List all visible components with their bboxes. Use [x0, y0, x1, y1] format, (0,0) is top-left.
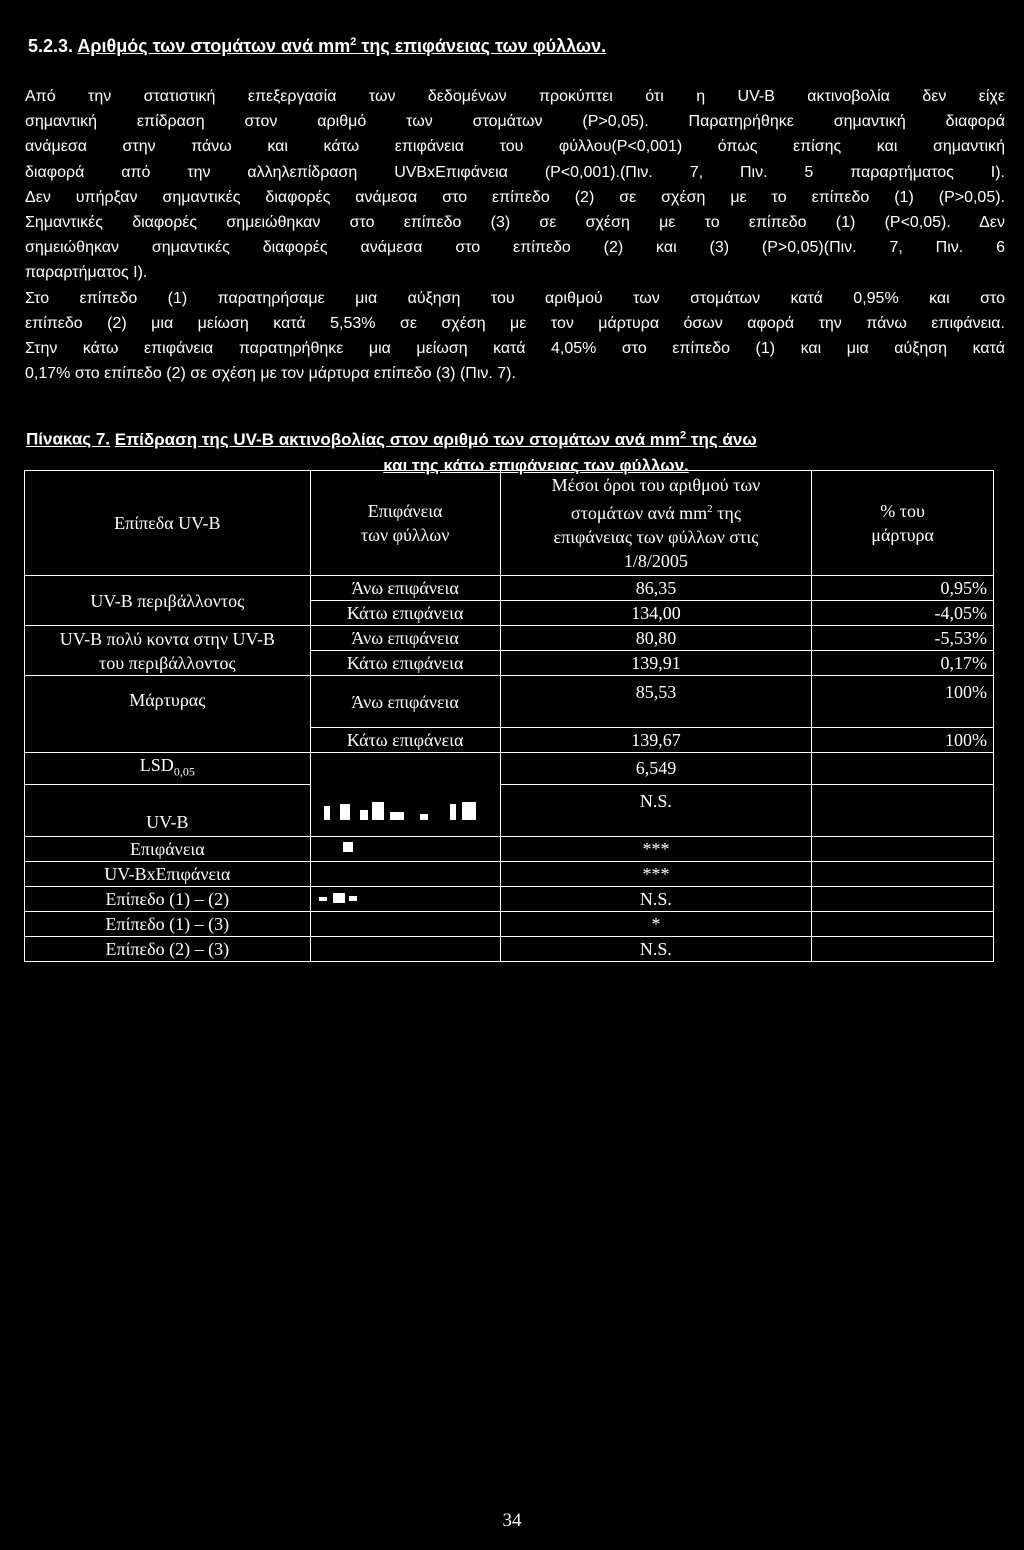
section-number: 5.2.3.	[28, 36, 74, 56]
level-cell	[25, 626, 311, 676]
empty-cell	[812, 784, 994, 836]
level-label-line2: του περιβάλλοντος	[98, 652, 236, 673]
section-title-text-end: της επιφάνειας των φύλλων.	[356, 36, 607, 56]
table-row	[25, 576, 994, 601]
mean-cell: 134,00	[500, 601, 812, 626]
mean-cell: 139,67	[500, 728, 812, 753]
table-caption-line-1	[26, 422, 1006, 453]
percent-cell: 0,95%	[812, 576, 994, 601]
empty-cell	[812, 936, 994, 961]
header-mean-line4: 1/8/2005	[623, 551, 688, 571]
scan-artifact-icon	[317, 891, 361, 905]
mean-cell: 86,35	[500, 576, 812, 601]
table-caption-title	[115, 430, 757, 449]
section-title	[77, 36, 606, 56]
section-title-sup: 2	[350, 36, 357, 48]
paragraph-line: 0,17% στο επίπεδο (2) σε σχέση με τον μάρτυρα επίπεδο (3) (Πιν. 7).	[25, 365, 516, 383]
level-label: UV-B περιβάλλοντος	[90, 590, 245, 611]
header-levels: Επίπεδα UV-B	[25, 471, 311, 576]
surface-cell: Κάτω επιφάνεια	[310, 728, 500, 753]
header-surface	[310, 471, 500, 576]
surface-cell: Κάτω επιφάνεια	[310, 651, 500, 676]
stats-value: N.S.	[500, 936, 812, 961]
mean-cell: 139,91	[500, 651, 812, 676]
stats-row	[25, 784, 994, 836]
stats-row	[25, 753, 994, 785]
table-row	[25, 626, 994, 651]
header-mean	[500, 471, 812, 576]
paragraph-line: Στο επίπεδο (1) παρατηρήσαμε μια αύξηση του αριθμού των στομάτων κατά 0,95% και στο	[25, 289, 1005, 307]
stats-label: Επιφάνεια	[25, 836, 311, 861]
page-number: 34	[502, 1510, 522, 1531]
mean-cell: 85,53	[500, 676, 812, 728]
stats-row	[25, 836, 994, 861]
paragraph-line: Δεν υπήρξαν σημαντικές διαφορές ανάμεσα στο επίπεδο (2) σε σχέση με το επίπεδο (1) (P>0,05).	[25, 188, 1005, 206]
header-surface-line2: των φύλλων	[360, 525, 450, 545]
stats-value: ***	[500, 836, 812, 861]
scan-artifact-icon	[341, 839, 357, 855]
section-title-text: Αριθμός των στομάτων ανά mm	[77, 36, 351, 56]
stats-label: UV-B	[25, 784, 311, 836]
stats-value: N.S.	[500, 784, 812, 836]
header-percent-line1: % του	[880, 501, 925, 521]
level-label: Μάρτυρας	[129, 690, 206, 710]
header-mean-line3: επιφάνειας των φύλλων στις	[553, 527, 759, 547]
empty-cell	[310, 911, 500, 936]
scan-noise-cell	[310, 784, 500, 836]
stats-label-text: LSD	[139, 755, 174, 775]
table-caption-text-line2: και της κάτω επιφάνειας των φύλλων.	[383, 455, 689, 475]
stats-label: UV-BxΕπιφάνεια	[25, 861, 311, 886]
header-percent-line2: μάρτυρα	[871, 525, 934, 545]
empty-cell	[812, 836, 994, 861]
surface-cell: Άνω επιφάνεια	[310, 626, 500, 651]
level-cell	[25, 576, 311, 626]
empty-cell	[812, 886, 994, 911]
paragraph-line: Σημαντικές διαφορές σημειώθηκαν στο επίπεδο (3) σε σχέση με το επίπεδο (1) (P<0,05). Δεν	[25, 214, 1005, 232]
table-caption-text-end: της άνω	[686, 429, 757, 449]
paragraph-2	[25, 286, 1005, 387]
stats-value: 6,549	[500, 753, 812, 785]
surface-cell: Άνω επιφάνεια	[310, 576, 500, 601]
stats-label: Επίπεδο (1) – (2)	[25, 886, 311, 911]
stats-label: Επίπεδο (1) – (3)	[25, 911, 311, 936]
level-cell	[25, 676, 311, 753]
stats-label: Επίπεδο (2) – (3)	[25, 936, 311, 961]
empty-cell	[812, 861, 994, 886]
body-text	[25, 84, 1005, 386]
stats-value: *	[500, 911, 812, 936]
scan-noise-cell	[310, 886, 500, 911]
empty-cell	[310, 861, 500, 886]
paragraph-line: σημειώθηκαν σημαντικές διαφορές ανάμεσα στο επίπεδο (2) και (3) (P>0,05)(Πιν. 7, Πιν. 6	[25, 239, 1005, 257]
paragraph-line: διαφορά από την αλληλεπίδραση UVBxΕπιφάνεια (P<0,001).(Πιν. 7, Πιν. 5 παραρτήματος Ι).	[25, 163, 1005, 181]
stats-row	[25, 861, 994, 886]
stats-value: ***	[500, 861, 812, 886]
stats-label	[25, 753, 311, 785]
percent-cell: -5,53%	[812, 626, 994, 651]
paragraph-line: σημαντική επίδραση στον αριθμό των στομάτων (P>0,05). Παρατηρήθηκε σημαντική διαφορά	[25, 113, 1005, 131]
header-mean-line2: στομάτων ανά mm	[570, 503, 708, 523]
stats-row	[25, 911, 994, 936]
table-caption-sup: 2	[680, 429, 687, 441]
percent-cell: 100%	[812, 728, 994, 753]
surface-cell: Άνω επιφάνεια	[310, 676, 500, 728]
paragraph-line: Στην κάτω επιφάνεια παρατηρήθηκε μια μείωση κατά 4,05% στο επίπεδο (1) και μια αύξηση κατά	[25, 340, 1005, 358]
table-caption-text: Επίδραση της UV-B ακτινοβολίας στον αριθμό των στομάτων ανά mm	[114, 429, 681, 449]
scan-noise-cell	[310, 836, 500, 861]
table-header-row	[25, 471, 994, 576]
header-mean-line2-end: της	[712, 503, 741, 523]
empty-cell	[812, 753, 994, 785]
mean-cell: 80,80	[500, 626, 812, 651]
scan-artifact-icon	[320, 800, 490, 822]
header-mean-line1: Μέσοι όροι του αριθμού των	[551, 475, 761, 495]
table-caption-label: Πίνακας 7.	[26, 429, 111, 449]
paragraph-line: ανάμεσα στην πάνω και κάτω επιφάνεια του φύλλου(P<0,001) όπως επίσης και σημαντική	[25, 138, 1005, 156]
section-heading	[28, 36, 1008, 57]
percent-cell: 100%	[812, 676, 994, 728]
paragraph-line: Από την στατιστική επεξεργασία των δεδομένων προκύπτει ότι η UV-B ακτινοβολία δεν είχε	[25, 88, 1005, 105]
header-percent	[812, 471, 994, 576]
paragraph-line: παραρτήματος Ι).	[25, 264, 148, 282]
stats-row	[25, 936, 994, 961]
empty-cell	[812, 911, 994, 936]
stats-row	[25, 886, 994, 911]
header-mean-sup: 2	[707, 503, 713, 515]
surface-cell: Κάτω επιφάνεια	[310, 601, 500, 626]
stomata-table	[24, 470, 994, 962]
scan-noise-cell	[310, 753, 500, 785]
table-row	[25, 676, 994, 728]
paragraph-1	[25, 84, 1005, 286]
level-label: UV-B πολύ κοντα στην UV-B	[59, 628, 275, 649]
stats-value: N.S.	[500, 886, 812, 911]
percent-cell: 0,17%	[812, 651, 994, 676]
empty-cell	[310, 936, 500, 961]
header-surface-line1: Επιφάνεια	[367, 501, 443, 521]
stats-label-sub: 0,05	[173, 764, 195, 779]
percent-cell: -4,05%	[812, 601, 994, 626]
paragraph-line: επίπεδο (2) μια μείωση κατά 5,53% σε σχέση με τον μάρτυρα όσων αφορά την πάνω επιφάνεια.	[25, 314, 1005, 332]
